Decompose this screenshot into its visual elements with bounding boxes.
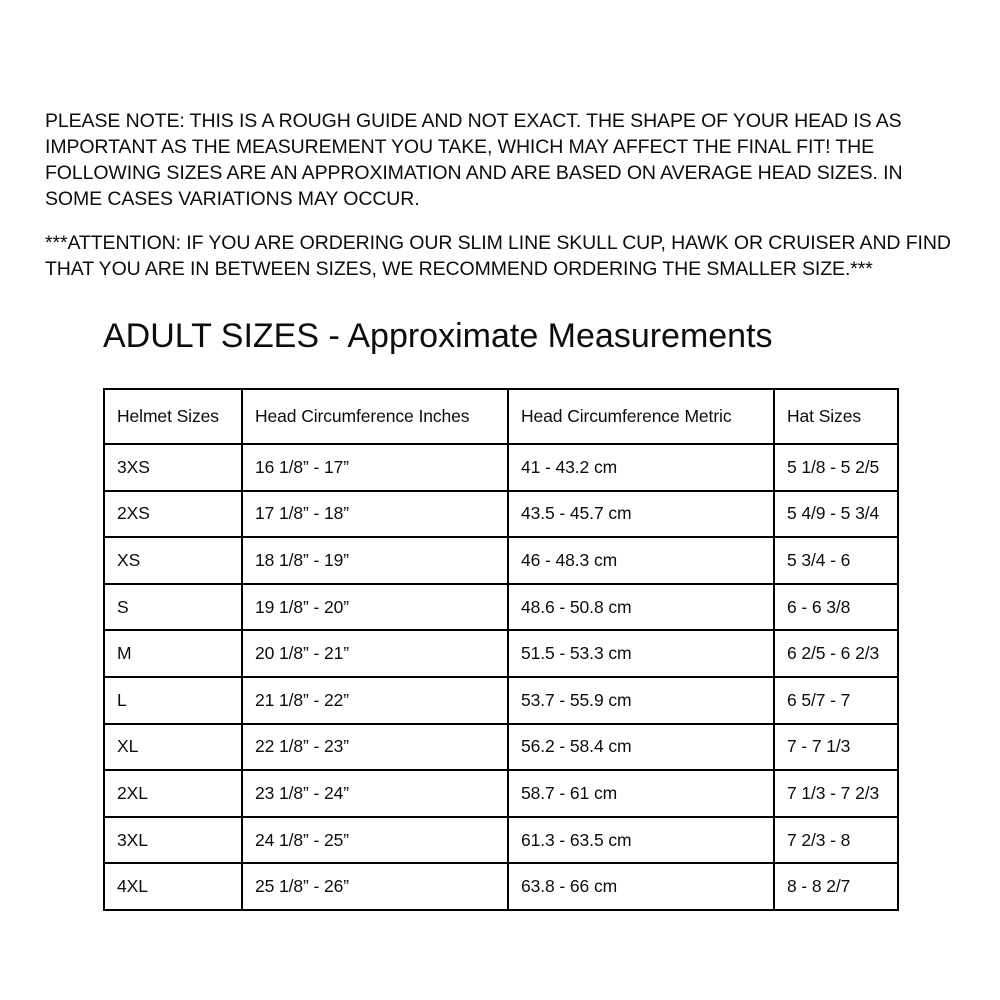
table-row: [104, 444, 898, 491]
table-cell: 6 - 6 3/8: [774, 584, 898, 631]
note-paragraph-1: PLEASE NOTE: THIS IS A ROUGH GUIDE AND NOT EXACT. THE SHAPE OF YOUR HEAD IS AS IMPORTANT AS THE MEASUREMENT YOU TAKE, WHICH MAY AFFECT THE FINAL FIT! THE FOLLOWING SIZES ARE AN APPROXIMATION AND ARE BASED ON AVERAGE HEAD SIZES. IN SOME CASES VARIATIONS MAY OCCUR.: [45, 110, 903, 210]
column-header-head-circumference-metric: Head Circumference Metric: [508, 389, 774, 444]
table-cell: 6 5/7 - 7: [774, 677, 898, 724]
table-cell: 48.6 - 50.8 cm: [508, 584, 774, 631]
table-cell: 22 1/8” - 23”: [242, 724, 508, 771]
table-cell: 25 1/8” - 26”: [242, 863, 508, 910]
table-cell: 58.7 - 61 cm: [508, 770, 774, 817]
table-cell: 5 1/8 - 5 2/5: [774, 444, 898, 491]
table-cell: 43.5 - 45.7 cm: [508, 491, 774, 538]
table-cell: 24 1/8” - 25”: [242, 817, 508, 864]
table-row: [104, 537, 898, 584]
table-cell: 46 - 48.3 cm: [508, 537, 774, 584]
table-cell: 56.2 - 58.4 cm: [508, 724, 774, 771]
table-cell: 5 3/4 - 6: [774, 537, 898, 584]
table-cell: 2XS: [104, 491, 242, 538]
table-row: [104, 630, 898, 677]
page-title: [103, 315, 773, 357]
table-cell: S: [104, 584, 242, 631]
table-cell: 61.3 - 63.5 cm: [508, 817, 774, 864]
table-cell: 23 1/8” - 24”: [242, 770, 508, 817]
table-row: [104, 677, 898, 724]
table-cell: 20 1/8” - 21”: [242, 630, 508, 677]
table-row: [104, 863, 898, 910]
note-paragraph-2: ***ATTENTION: IF YOU ARE ORDERING OUR SLIM LINE SKULL CUP, HAWK OR CRUISER AND FIND THAT YOU ARE IN BETWEEN SIZES, WE RECOMMEND ORDERING THE SMALLER SIZE.***: [45, 232, 951, 280]
table-cell: 51.5 - 53.3 cm: [508, 630, 774, 677]
notes-section: [45, 108, 960, 282]
page-title-text: ADULT SIZES - Approximate Measurements: [103, 317, 773, 355]
column-header-helmet-sizes: Helmet Sizes: [104, 389, 242, 444]
table-cell: XS: [104, 537, 242, 584]
column-header-head-circumference-inches: Head Circumference Inches: [242, 389, 508, 444]
column-header-hat-sizes: Hat Sizes: [774, 389, 898, 444]
table-cell: 17 1/8” - 18”: [242, 491, 508, 538]
table-cell: 53.7 - 55.9 cm: [508, 677, 774, 724]
size-table-container: [103, 388, 897, 911]
table-row: [104, 491, 898, 538]
size-table-body: [104, 444, 898, 910]
table-row: [104, 724, 898, 771]
table-cell: 2XL: [104, 770, 242, 817]
table-cell: 4XL: [104, 863, 242, 910]
table-cell: L: [104, 677, 242, 724]
table-row: [104, 584, 898, 631]
table-cell: 16 1/8” - 17”: [242, 444, 508, 491]
table-cell: 19 1/8” - 20”: [242, 584, 508, 631]
table-cell: 18 1/8” - 19”: [242, 537, 508, 584]
size-table: [103, 388, 899, 911]
table-cell: 41 - 43.2 cm: [508, 444, 774, 491]
table-cell: 7 2/3 - 8: [774, 817, 898, 864]
table-cell: 7 - 7 1/3: [774, 724, 898, 771]
table-cell: M: [104, 630, 242, 677]
table-row: [104, 770, 898, 817]
table-cell: 5 4/9 - 5 3/4: [774, 491, 898, 538]
table-cell: 63.8 - 66 cm: [508, 863, 774, 910]
table-row: [104, 817, 898, 864]
table-cell: 3XL: [104, 817, 242, 864]
table-cell: 7 1/3 - 7 2/3: [774, 770, 898, 817]
table-header-row: [104, 389, 898, 444]
table-cell: 21 1/8” - 22”: [242, 677, 508, 724]
table-cell: 3XS: [104, 444, 242, 491]
table-cell: XL: [104, 724, 242, 771]
table-cell: 6 2/5 - 6 2/3: [774, 630, 898, 677]
table-cell: 8 - 8 2/7: [774, 863, 898, 910]
